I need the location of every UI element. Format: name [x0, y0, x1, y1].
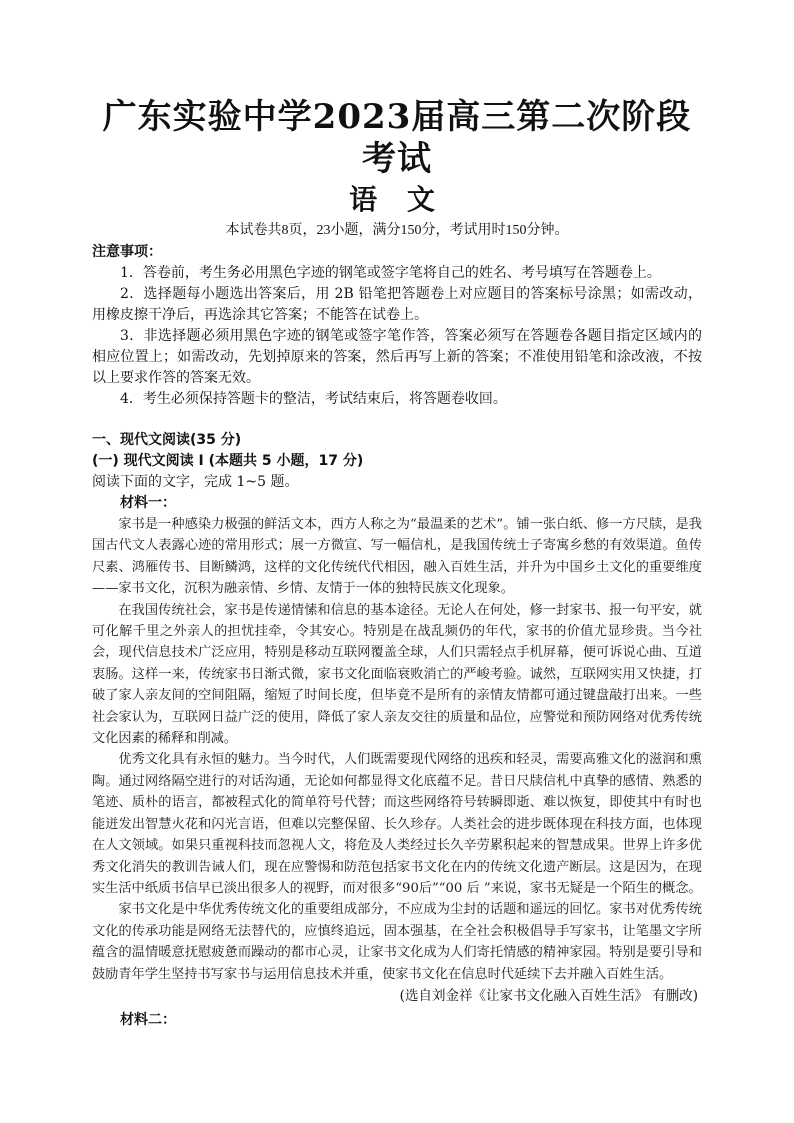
article-paragraph: 在我国传统社会，家书是传递情愫和信息的基本途径。无论人在何处，修一封家书、报一句平安，就可化解千里之外亲人的担忧挂牵，令其安心。特别是在战乱频仍的年代，家书的价值尤显珍贵。当今社会，现代信息技术广泛应用，特别是移动互联网覆盖全球，人们只需轻点手机屏幕，便可诉说心曲、互道衷肠。这样一来，传统家书日渐式微，家书文化面临衰败消亡的严峻考验。诚然，互联网实用又快捷，打破了家人亲友间的空间阻隔，缩短了时间长度，但毕竟不是所有的亲情友情都可通过键盘敲打出来。一些社会家认为，互联网日益广泛的使用，降低了家人亲友交往的质量和品位，应警觉和预防网络对优秀传统文化因素的稀释和削减。 — [92, 602, 702, 747]
material-two-heading: 材料二： — [120, 1011, 176, 1028]
article-source: (选自刘金祥《让家书文化融入百姓生活》 有删改) — [399, 987, 698, 1004]
notice-block — [92, 242, 702, 410]
subsection-heading: (一) 现代文阅读 I (本题共 5 小题，17 分) — [92, 453, 364, 469]
exam-subject: 语 文 — [349, 183, 445, 216]
notice-item: 2．选择题每小题选出答案后，用 2B 铅笔把答题卷上对应题目的答案标号涂黑；如需改动，用橡皮擦干净后，再选涂其它答案；不能答在试卷上。 — [92, 286, 702, 323]
exam-title: 广东实验中学2023届高三第二次阶段考试 — [102, 97, 692, 179]
material-one-heading: 材料一： — [120, 495, 176, 511]
exam-info: 本试卷共8页，23小题，满分150分，考试用时150分钟。 — [225, 223, 569, 238]
notice-item: 4．考生必须保持答题卡的整洁，考试结束后，将答题卷收回。 — [120, 391, 507, 407]
notice-item: 1．答卷前，考生务必用黑色字迹的钢笔或签字笔将自己的姓名、考号填写在答题卷上。 — [120, 265, 661, 281]
article-paragraph: 家书文化是中华优秀传统文化的重要组成部分，不应成为尘封的话题和遥远的回忆。家书对优秀传统文化的传承功能是网络无法替代的，应慎终追远，固本强基，在全社会积极倡导手写家书，让笔墨文字所蕴含的温情暖意抚慰疲惫而躁动的都市心灵，让家书文化成为人们寄托情感的精神家园。特别是要引导和鼓励青年学生坚持书写家书与运用信息技术并重，使家书文化在信息时代延续下去并融入百姓生活。 — [92, 902, 702, 982]
notice-heading: 注意事项： — [92, 244, 162, 260]
section-heading: 一、现代文阅读(35 分) — [92, 432, 242, 448]
reading-instruction: 阅读下面的文字，完成 1~5 题。 — [92, 474, 299, 490]
reading-section — [92, 430, 702, 1031]
article-paragraph: 家书是一种感染力极强的鲜活文本，西方人称之为“最温柔的艺术”。铺一张白纸、修一方尺牍，是我国古代文人表露心迹的常用形式；展一方微宣、写一幅信札，是我国传统士子寄寓乡愁的有效渠道。鱼传尺素、鸿雁传书、目断鳞鸿，这样的文化传统代代相因，融入百姓生活，并升为中国乡土文化的重要维度——家书文化，沉积为融亲情、乡情、友情于一体的独特民族文化现象。 — [92, 517, 702, 597]
article-paragraph: 优秀文化具有永恒的魅力。当今时代，人们既需要现代网络的迅疾和轻灵，需要高雅文化的滋润和熏陶。通过网络隔空进行的对话沟通，无论如何都显得文化底蕴不足。昔日尺牍信札中真挚的感情、熟悉的笔迹、质朴的语言，都被程式化的简单符号代替；而这些网络符号转瞬即逝、难以恢复，即使其中有时也能迸发出智慧火花和闪光言语，但难以完整保留、长久珍存。人类社会的进步既体现在科技方面，也体现在人文领域。如果只重视科技而忽视人文，将危及人类经过长久辛劳累积起来的智慧成果。世界上许多优秀文化消失的教训告诫人们，现在应警惕和防范包括家书文化在内的传统文化遗产断层。这是因为，在现实生活中纸质书信早已淡出很多人的视野，而对很多“90后”“00 后 ”来说，家书无疑是一个陌生的概念。 — [92, 752, 702, 896]
notice-item: 3．非选择题必须用黑色字迹的钢笔或签字笔作答，答案必须写在答题卷各题目指定区域内的相应位置上；如需改动，先划掉原来的答案，然后再写上新的答案；不准使用铅笔和涂改液，不按以上要求作答的答案无效。 — [92, 328, 702, 386]
